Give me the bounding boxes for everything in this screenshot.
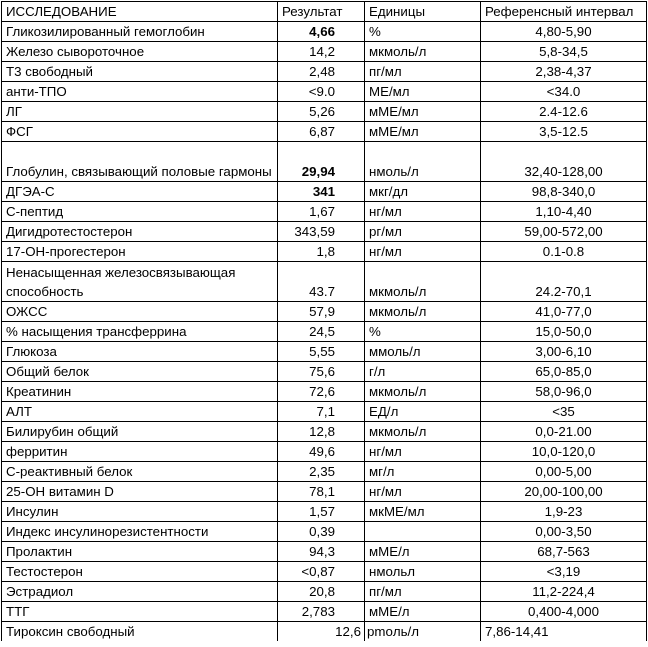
table-row [2,422,647,442]
cell-test-name: 25-ОН витамин D [2,482,278,502]
table-row [2,342,647,362]
cell-units: pmoль/л [365,622,481,642]
cell-result: 341 [278,182,365,202]
header-range: Референсный интервал [481,2,647,22]
cell-test-name: Гликозилированный гемоглобин [2,22,278,42]
cell-reference-range: 11,2-224,4 [481,582,647,602]
table-row [2,522,647,542]
cell-reference-range: 10,0-120,0 [481,442,647,462]
cell-test-name: ОЖСС [2,302,278,322]
cell-result: 29,94 [278,142,365,182]
cell-result: 2,783 [278,602,365,622]
cell-reference-range: 24.2-70,1 [481,262,647,302]
cell-test-name: Глобулин, связывающий половые гармоны [2,142,278,182]
cell-result: 1,8 [278,242,365,262]
cell-reference-range: 15,0-50,0 [481,322,647,342]
cell-result: 343,59 [278,222,365,242]
cell-units: г/л [365,362,481,382]
table-row [2,542,647,562]
cell-units: МЕ/мл [365,82,481,102]
cell-test-name: Тироксин свободный [2,622,278,642]
cell-result: 14,2 [278,42,365,62]
cell-units [365,522,481,542]
header-row [2,2,647,22]
cell-test-name: АЛТ [2,402,278,422]
table-body [2,2,647,642]
table-row [2,482,647,502]
cell-test-name: ФСГ [2,122,278,142]
table-row [2,262,647,302]
cell-units: мг/л [365,462,481,482]
cell-result: 94,3 [278,542,365,562]
cell-units: нг/мл [365,482,481,502]
cell-reference-range: 5,8-34,5 [481,42,647,62]
cell-result: 75,6 [278,362,365,382]
cell-test-name: С-пептид [2,202,278,222]
table-row [2,122,647,142]
cell-test-name: ЛГ [2,102,278,122]
cell-units: нг/мл [365,242,481,262]
cell-result: 1,67 [278,202,365,222]
cell-units: мкмоль/л [365,42,481,62]
cell-units: мкмоль/л [365,262,481,302]
cell-reference-range: <34.0 [481,82,647,102]
cell-reference-range: 32,40-128,00 [481,142,647,182]
table-row [2,202,647,222]
cell-reference-range: 4,80-5,90 [481,22,647,42]
cell-units: нмольл [365,562,481,582]
table-row [2,222,647,242]
table-row [2,602,647,622]
cell-reference-range: 1,9-23 [481,502,647,522]
cell-result: 12,8 [278,422,365,442]
cell-test-name: Общий белок [2,362,278,382]
cell-units: мкмоль/л [365,422,481,442]
cell-test-name: 17-ОН-прогестерон [2,242,278,262]
cell-test-name: ДГЭА-С [2,182,278,202]
cell-units: рг/мл [365,222,481,242]
cell-test-name: Эстрадиол [2,582,278,602]
cell-units: нмоль/л [365,142,481,182]
cell-test-name: Тестостерон [2,562,278,582]
cell-units: мМЕ/мл [365,122,481,142]
cell-reference-range: 20,00-100,00 [481,482,647,502]
table-row [2,462,647,482]
cell-reference-range: 0,00-3,50 [481,522,647,542]
cell-units: мкМЕ/мл [365,502,481,522]
cell-reference-range: 58,0-96,0 [481,382,647,402]
cell-result: <0,87 [278,562,365,582]
cell-reference-range: <3,19 [481,562,647,582]
table-row [2,362,647,382]
cell-reference-range: 65,0-85,0 [481,362,647,382]
cell-result: <9.0 [278,82,365,102]
cell-units: мкг/дл [365,182,481,202]
cell-units: нг/мл [365,202,481,222]
table-row [2,242,647,262]
table-row [2,62,647,82]
cell-units: мМЕ/л [365,542,481,562]
table-row [2,42,647,62]
cell-result: 49,6 [278,442,365,462]
header-result: Результат [278,2,365,22]
cell-units: нг/мл [365,442,481,462]
cell-result: 4,66 [278,22,365,42]
cell-test-name: ТТГ [2,602,278,622]
cell-result: 2,35 [278,462,365,482]
cell-reference-range: 0,0-21.00 [481,422,647,442]
table-row [2,322,647,342]
cell-units: ммоль/л [365,342,481,362]
cell-result: 12,6 [278,622,365,642]
cell-units: % [365,322,481,342]
cell-result: 5,26 [278,102,365,122]
cell-units: % [365,22,481,42]
cell-test-name: Ненасыщенная железосвязывающая способность [2,262,278,302]
cell-units: мМЕ/л [365,602,481,622]
cell-reference-range: 68,7-563 [481,542,647,562]
table-row [2,502,647,522]
cell-result: 24,5 [278,322,365,342]
cell-result: 6,87 [278,122,365,142]
cell-test-name: анти-ТПО [2,82,278,102]
cell-test-name: Инсулин [2,502,278,522]
cell-reference-range: 2.4-12.6 [481,102,647,122]
cell-test-name: С-реактивный белок [2,462,278,482]
table-row [2,442,647,462]
cell-reference-range: 59,00-572,00 [481,222,647,242]
cell-test-name: Креатинин [2,382,278,402]
cell-result: 78,1 [278,482,365,502]
cell-result: 20,8 [278,582,365,602]
cell-reference-range: <35 [481,402,647,422]
cell-result: 57,9 [278,302,365,322]
cell-units: мкмоль/л [365,302,481,322]
cell-reference-range: 41,0-77,0 [481,302,647,322]
cell-reference-range: 2,38-4,37 [481,62,647,82]
cell-test-name: Железо сывороточное [2,42,278,62]
cell-reference-range: 7,86-14,41 [481,622,647,642]
cell-result: 43.7 [278,262,365,302]
cell-test-name: Глюкоза [2,342,278,362]
cell-result: 5,55 [278,342,365,362]
table-row [2,102,647,122]
cell-result: 1,57 [278,502,365,522]
cell-reference-range: 1,10-4,40 [481,202,647,222]
cell-units: мкмоль/л [365,382,481,402]
cell-test-name: Билирубин общий [2,422,278,442]
table-row [2,622,647,642]
table-row [2,182,647,202]
cell-result: 72,6 [278,382,365,402]
cell-units: пг/мл [365,582,481,602]
lab-results-table [1,1,647,642]
cell-units: пг/мл [365,62,481,82]
cell-test-name: Дигидротестостерон [2,222,278,242]
table-row [2,562,647,582]
table-row [2,22,647,42]
header-test: ИССЛЕДОВАНИЕ [2,2,278,22]
cell-test-name: ферритин [2,442,278,462]
cell-reference-range: 0,400-4,000 [481,602,647,622]
cell-reference-range: 3,00-6,10 [481,342,647,362]
table-row [2,82,647,102]
table-row [2,302,647,322]
cell-test-name: Т3 свободный [2,62,278,82]
cell-test-name: Пролактин [2,542,278,562]
table-row [2,142,647,182]
cell-test-name: Индекс инсулинорезистентности [2,522,278,542]
cell-test-name: % насыщения трансферрина [2,322,278,342]
header-units: Единицы [365,2,481,22]
cell-reference-range: 3,5-12.5 [481,122,647,142]
table-row [2,382,647,402]
table-row [2,582,647,602]
cell-units: ЕД/л [365,402,481,422]
cell-result: 0,39 [278,522,365,542]
cell-result: 7,1 [278,402,365,422]
cell-result: 2,48 [278,62,365,82]
cell-reference-range: 98,8-340,0 [481,182,647,202]
cell-reference-range: 0,00-5,00 [481,462,647,482]
cell-reference-range: 0.1-0.8 [481,242,647,262]
cell-units: мМЕ/мл [365,102,481,122]
table-row [2,402,647,422]
